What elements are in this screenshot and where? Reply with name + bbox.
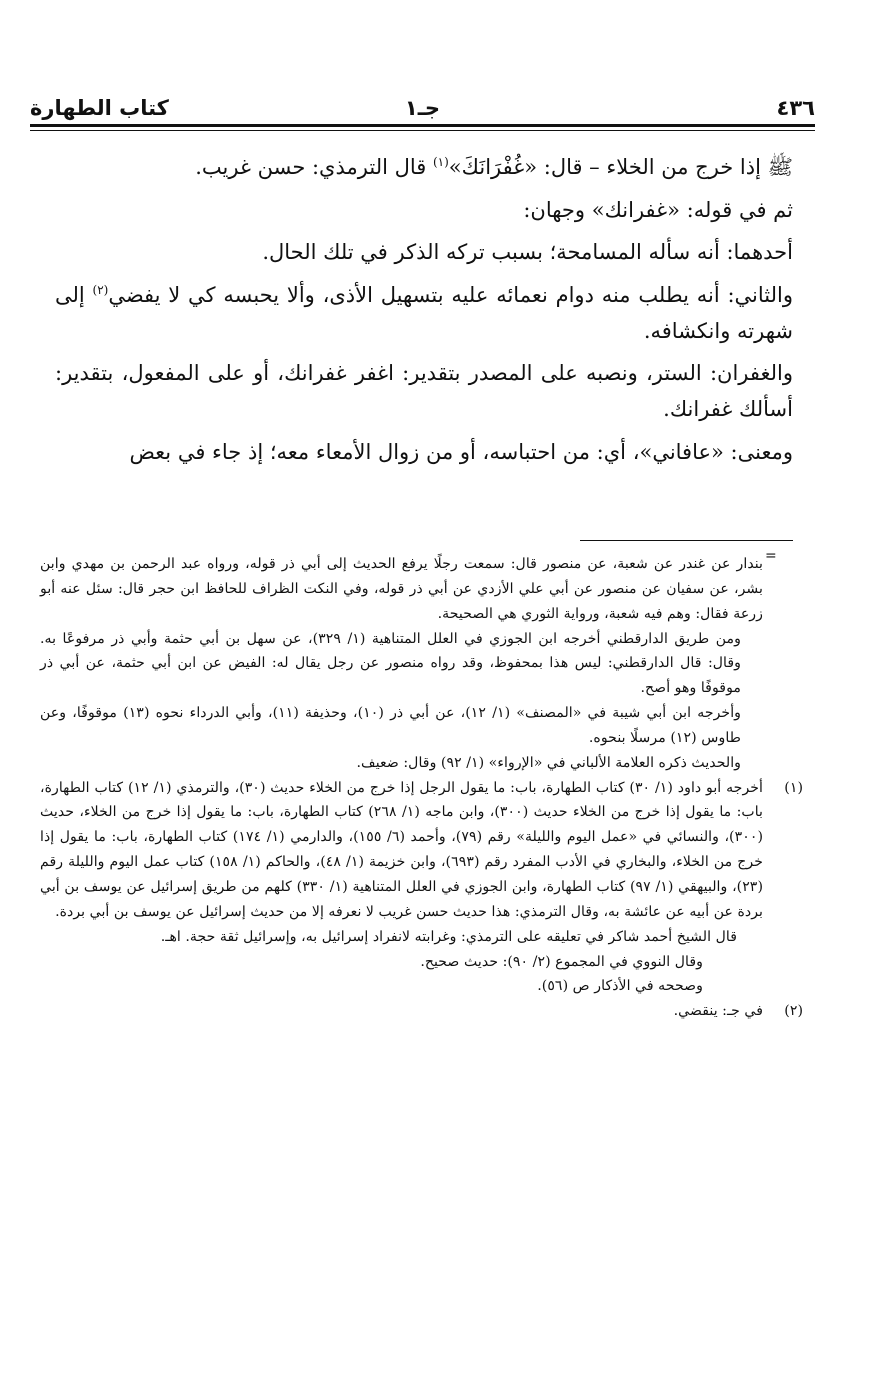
page-number: ٤٣٦ <box>776 96 815 120</box>
paragraph-3: أحدهما: أنه سأله المسامحة؛ بسبب تركه الذكر في تلك الحال. <box>262 240 793 265</box>
continuation-marker: = <box>765 548 777 564</box>
footnote-continuation <box>40 552 803 776</box>
note-paragraph: ومن طريق الدارقطني أخرجه ابن الجوزي في العلل المتناهية (١/ ٣٢٩)، عن سهل بن أبي حثمة وأبي ذر مرفوعًا به. وقال: قال الدارقطني: ليس هذا بمحفوظ، وقد رواه منصور عن رجل يقال له: الفيض عن ابن أبي حثمة، عن أبي ذر موقوفًا وهو أصح. <box>40 630 741 697</box>
main-text <box>55 150 793 478</box>
volume-label: جـ١ <box>404 96 441 120</box>
paragraph-6: ومعنى: «عافاني»، أي: من احتباسه، أو من زوال الأمعاء معه؛ إذ جاء في بعض <box>129 439 793 464</box>
footnote-separator <box>580 540 793 541</box>
note-paragraph: والحديث ذكره العلامة الألباني في «الإرواء» (١/ ٩٢) وقال: ضعيف. <box>356 754 741 771</box>
paragraph-5: والغفران: الستر، ونصبه على المصدر بتقدير: اغفر غفرانك، أو على المفعول، بتقدير: أسألك غفرانك. <box>55 361 793 422</box>
footnote-extra: وقال النووي في المجموع (٢/ ٩٠): حديث صحيح. <box>420 953 703 970</box>
footnote-extra: وصححه في الأذكار ص (٥٦). <box>537 978 703 995</box>
paragraph-4: والثاني: أنه يطلب منه دوام نعمائه عليه بتسهيل الأذى، وألا يحبسه كي لا يفضي$^{(٢)}$ إلى شهرته وانكشافه. <box>55 283 793 343</box>
note-paragraph: بندار عن غندر عن شعبة، عن منصور قال: سمعت رجلًا يرفع الحديث إلى أبي ذر قوله، ورواه عبد الرحمن بن مهدي وابن بشر، عن سفيان عن منصور عن أبي علي الأزدي عن أبي ذر قوله، وفي النكت الظراف للحافظ ابن حجر قال: سئل عنه أبو زرعة فقال: وهم فيه شعبة، ورواية الثوري هي الصحيحة. <box>40 556 763 622</box>
header-rule-thin <box>30 130 815 131</box>
footnote-ref-1[interactable]: (١) <box>432 155 449 169</box>
footnote-text: في جـ: ينقضي. <box>673 1003 763 1020</box>
footnote-ref-2[interactable]: (٢) <box>92 283 109 298</box>
footnote-number: (١) <box>784 779 803 796</box>
footnote-2 <box>40 999 803 1024</box>
footnote-1 <box>40 776 803 1000</box>
page-header <box>30 86 815 120</box>
footnote-extra: قال الشيخ أحمد شاكر في تعليقه على الترمذي: وغرابته لانفراد إسرائيل به، وإسرائيل ثقة حجة. اهـ. <box>160 928 737 945</box>
paragraph-1: ﷺ إذا خرج من الخلاء – قال: «غُفْرَانَكَ»$^{(١)}$ قال الترمذي: حسن غريب. <box>195 155 793 179</box>
book-title: كتاب الطهارة <box>30 96 169 120</box>
paragraph-2: ثم في قوله: «غفرانك» وجهان: <box>523 197 793 222</box>
footnotes <box>40 552 803 1024</box>
footnote-number: (٢) <box>784 1003 803 1020</box>
note-paragraph: وأخرجه ابن أبي شيبة في «المصنف» (١/ ١٢)، عن أبي ذر (١٠)، وحذيفة (١١)، وأبي الدرداء نحوه (١٣) موقوفًا، وعن طاوس (١٢) مرسلًا بنحوه. <box>40 705 741 746</box>
footnote-text: أخرجه أبو داود (١/ ٣٠) كتاب الطهارة، باب: ما يقول الرجل إذا خرج من الخلاء حديث (٣٠)، والترمذي (١/ ١٢) كتاب الطهارة، باب: ما يقول إذا خرج من الخلاء حديث (٣٠٠)، وابن ماجه (١/ ٢٦٨) كتاب الطهارة، باب: ما يقول إذا خرج من الخلاء، حديث (٣٠٠)، والنسائي في «عمل اليوم والليلة» رقم (٧٩)، وأحمد (٦/ ١٥٥)، والدارمي (١/ ١٧٤) كتاب الطهارة، باب: ما يقول إذا خرج من الخلاء، والبخاري في الأدب المفرد رقم (٦٩٣)، وابن خزيمة (١/ ٤٨)، والحاكم (١/ ١٥٨) كتاب عمل اليوم والليلة رقم (٢٣)، والبيهقي (١/ ٩٧) كتاب الطهارة، وابن الجوزي في العلل المتناهية (١/ ٣٣٠) كلهم من طريق إسرائيل عن يوسف بن أبي بردة عن أبيه عن عائشة به، وقال الترمذي: هذا حديث حسن غريب لا نعرفه إلا من حديث إسرائيل عن يوسف بن أبي بردة. <box>40 779 764 920</box>
header-rule-thick <box>30 124 815 127</box>
